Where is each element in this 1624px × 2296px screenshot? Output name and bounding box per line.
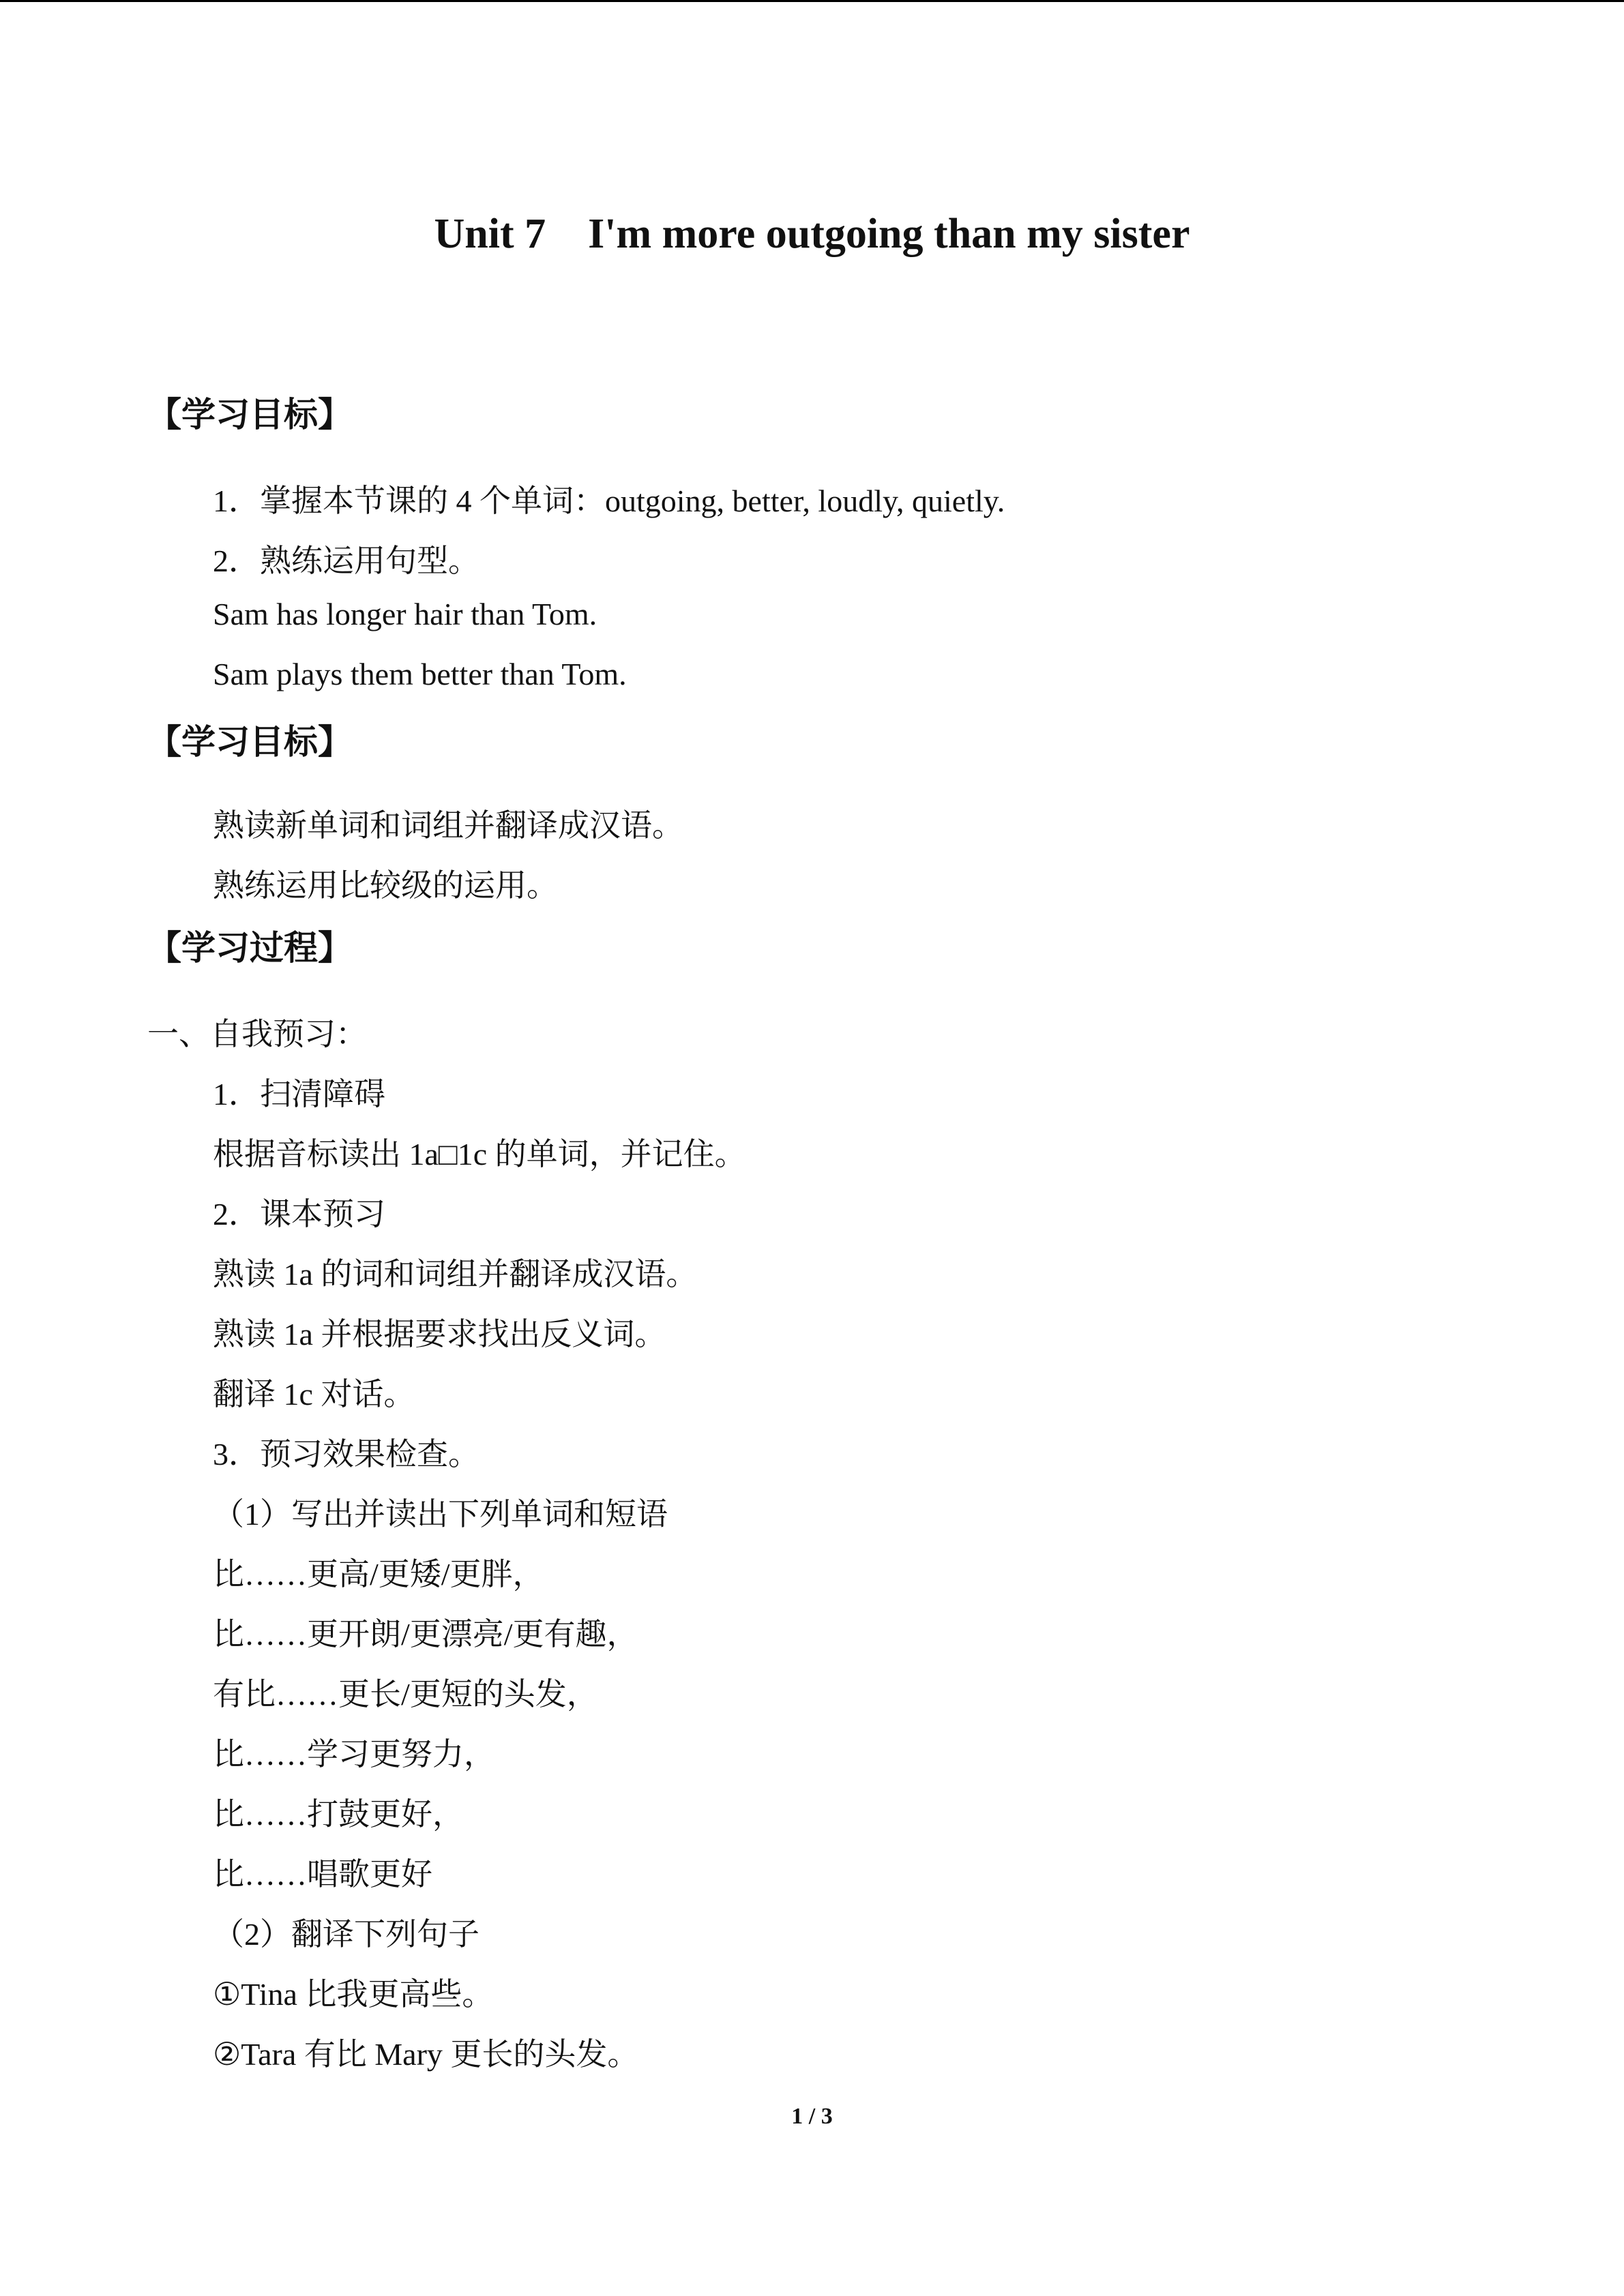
process-item: 2．课本预习 — [213, 1197, 385, 1232]
process-item: 根据音标读出 1a□1c 的单词，并记住。 — [213, 1137, 746, 1172]
page-top-border — [0, 0, 1624, 2]
process-item: ②Tara 有比 Mary 更长的头发。 — [213, 2037, 639, 2072]
process-item: 比……唱歌更好 — [213, 1857, 432, 1892]
process-item: ①Tina 比我更高些。 — [213, 1977, 494, 2012]
section-heading-learning-goals: 【学习目标】 — [147, 395, 352, 434]
process-intro: 一、自我预习： — [147, 1017, 367, 1052]
process-item: 翻译 1c 对话。 — [213, 1377, 415, 1412]
section-heading-learning-process: 【学习过程】 — [147, 928, 352, 968]
process-item: （1）写出并读出下列单词和短语 — [213, 1497, 668, 1532]
process-item: 比……更高/更矮/更胖， — [213, 1557, 544, 1592]
goal-sentence-1: Sam has longer hair than Tom. — [213, 597, 597, 631]
process-item: 1．扫清障碍 — [213, 1077, 385, 1112]
section-heading-learning-goals-2: 【学习目标】 — [147, 722, 352, 762]
process-item: 比……更开朗/更漂亮/更有趣， — [213, 1617, 638, 1652]
goal-sentence-2: Sam plays them better than Tom. — [213, 657, 627, 691]
goal2-item-2: 熟练运用比较级的运用。 — [213, 868, 558, 903]
process-item: 比……打鼓更好， — [213, 1797, 464, 1832]
process-item: 3．预习效果检查。 — [213, 1437, 479, 1472]
process-item: 有比……更长/更短的头发， — [213, 1677, 598, 1712]
process-item: 熟读 1a 并根据要求找出反义词。 — [213, 1317, 666, 1352]
process-item: （2）翻译下列句子 — [213, 1917, 479, 1952]
page-number: 1 / 3 — [791, 2104, 833, 2129]
goal-item-1: 1．掌握本节课的 4 个单词：outgoing, better, loudly, quietly. — [213, 483, 1005, 518]
process-item: 比……学习更努力， — [213, 1737, 495, 1772]
goal-item-2: 2．熟练运用句型。 — [213, 543, 479, 578]
document-title: Unit 7 I'm more outgoing than my sister — [434, 211, 1190, 257]
goal2-item-1: 熟读新单词和词组并翻译成汉语。 — [213, 808, 683, 843]
process-item: 熟读 1a 的词和词组并翻译成汉语。 — [213, 1257, 698, 1292]
